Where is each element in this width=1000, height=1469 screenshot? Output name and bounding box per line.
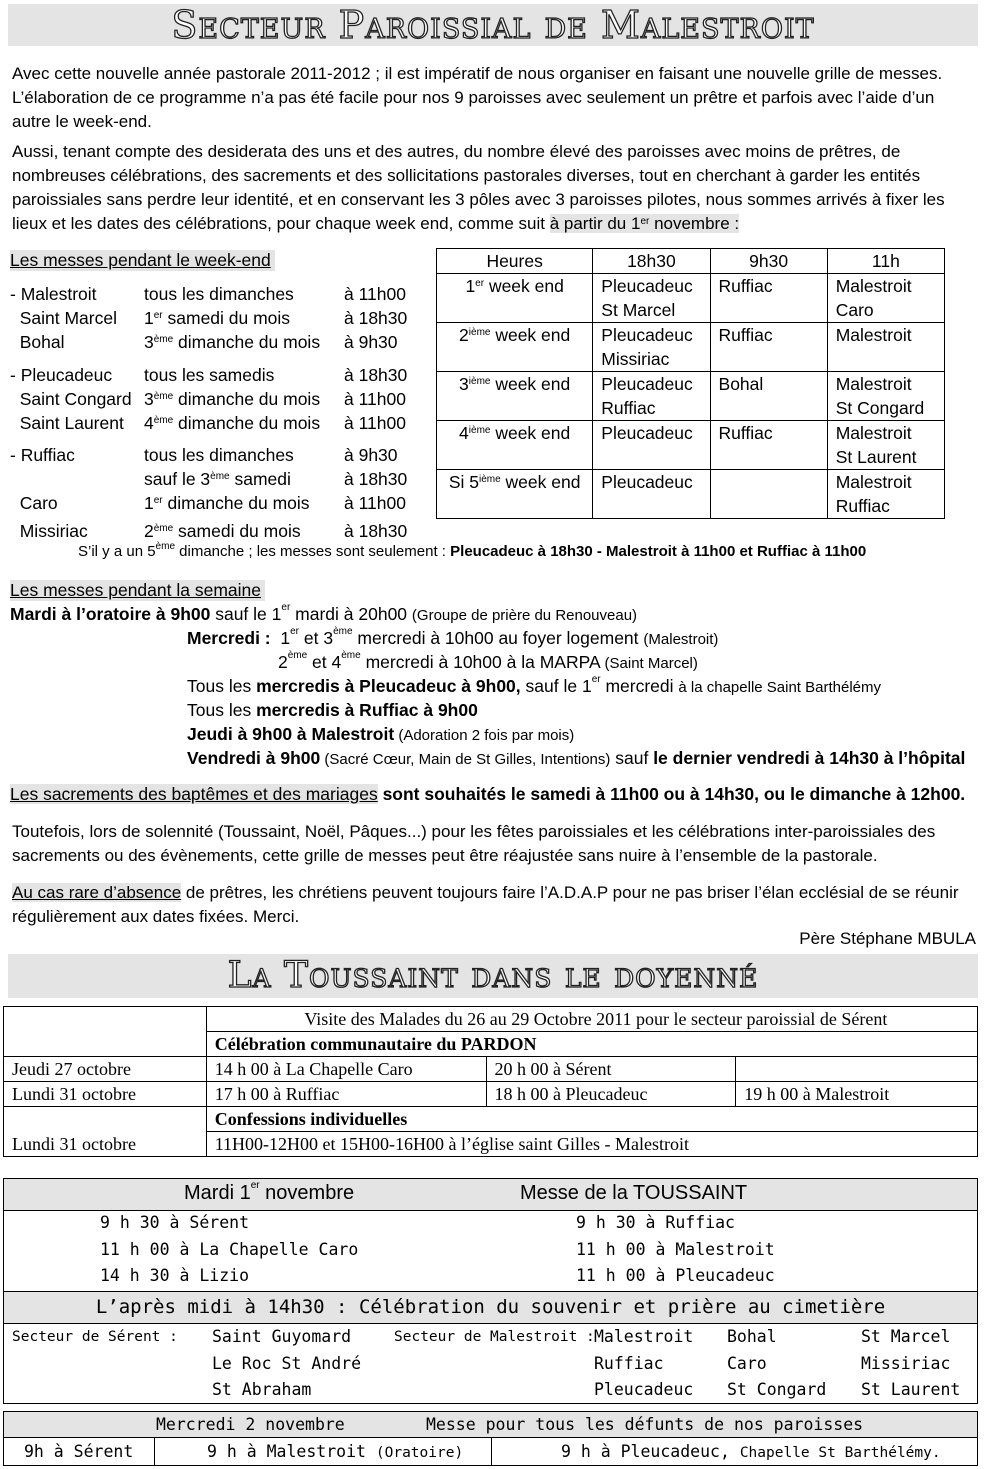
- signature: Père Stéphane MBULA: [799, 929, 976, 948]
- cell-line: Bohal: [718, 374, 764, 394]
- table-header: 11h: [827, 249, 944, 274]
- weekend-label: [437, 274, 593, 323]
- col-18h30: [593, 470, 710, 519]
- pardon-cell: Lundi 31 octobre: [4, 1082, 207, 1107]
- frequency-suffix: ème: [210, 471, 230, 482]
- mass-malestroit: 9 h à Malestroit (Oratoire): [207, 1442, 464, 1461]
- pleucadeuc-line: Tous les mercredis à Pleucadeuc à 9h00, sauf le 1er mercredi à la chapelle Saint Barthélémy: [187, 674, 882, 696]
- mass-time-right: 11 h 00 à Malestroit: [576, 1239, 775, 1259]
- absence-paragraph: Au cas rare d’absence de prêtres, les chrétiens peuvent toujours faire l’A.D.A.P pour ne pas briser l’élan ecclésial de se réunir régulièrement aux dates fixées. Merci.: [12, 883, 959, 926]
- cell-line: Malestroit: [835, 423, 912, 443]
- mass-time-right: 11 h 00 à Pleucadeuc: [576, 1266, 775, 1285]
- mercredi-heading: Mercredi 2 novembre: [156, 1415, 345, 1434]
- weekend-row: [10, 443, 430, 467]
- cell-line: Pleucadeuc: [601, 472, 693, 492]
- secteur-malestroit-label: Secteur de Malestroit :: [394, 1329, 595, 1345]
- weekend-frequency: [144, 491, 310, 515]
- weekend-time: à 11h00: [344, 493, 406, 513]
- weekend-row: [10, 363, 430, 387]
- serent-parish: Le Roc St André: [212, 1353, 362, 1373]
- secteur-serent-label: Secteur de Sérent :: [12, 1329, 178, 1345]
- jeudi-line: Jeudi à 9h00 à Malestroit (Adoration 2 fois par mois): [187, 724, 575, 744]
- weekend-time: à 18h30: [344, 521, 408, 541]
- col-9h30: [710, 372, 827, 421]
- frequency-suffix: er: [153, 495, 163, 506]
- mardi-line: Mardi à l’oratoire à 9h00 sauf le 1er mardi à 20h00 (Groupe de prière du Renouveau): [10, 602, 638, 624]
- cell-line: Pleucadeuc: [601, 423, 693, 443]
- weekend-text: week end: [500, 472, 581, 492]
- weekend-row: [10, 411, 430, 435]
- table-row: [437, 274, 945, 323]
- defunts-box: [3, 1411, 978, 1466]
- weekend-frequency: [144, 519, 301, 543]
- col-11h: [827, 470, 944, 519]
- mardi-heading: Mardi 1er novembre: [184, 1180, 355, 1204]
- weekend-time: à 9h30: [344, 445, 398, 465]
- col-11h: [827, 372, 944, 421]
- cell-line: St Marcel: [601, 300, 676, 320]
- cell-line: Malestroit: [835, 325, 912, 345]
- malestroit-parish: Missiriac: [861, 1353, 951, 1373]
- cell-line: Ruffiac: [718, 423, 773, 443]
- weekend-text: week end: [490, 325, 571, 345]
- frequency-text: tous les dimanches: [144, 445, 294, 465]
- pardon-heading: Célébration communautaire du PARDON: [206, 1032, 977, 1057]
- toussaint-title: La Toussaint dans le doyenné: [8, 954, 978, 998]
- frequency-rest: dimanche du mois: [173, 413, 321, 433]
- page-title: Secteur Paroissial de Malestroit: [8, 4, 978, 46]
- weekend-parish: Bohal: [10, 332, 65, 352]
- frequency-text: 4: [144, 413, 154, 433]
- weekend-heading: Les messes pendant le week-end: [10, 250, 275, 271]
- col-18h30: [593, 323, 710, 372]
- weekend-suffix: ième: [468, 376, 491, 387]
- weekend-table: [436, 248, 945, 519]
- serent-parish: St Abraham: [212, 1380, 312, 1399]
- cell-line: Ruffiac: [718, 325, 773, 345]
- table-header: 18h30: [593, 249, 710, 274]
- confessions-heading: Confessions individuelles: [206, 1107, 977, 1132]
- pardon-cell: [736, 1057, 978, 1082]
- weekend-number: 4: [459, 423, 469, 443]
- defunts-heading: Messe pour tous les défunts de nos paroisses: [426, 1415, 864, 1434]
- weekend-parish: - Malestroit: [10, 284, 97, 304]
- weekend-suffix: ième: [478, 474, 501, 485]
- pardon-cell: 20 h 00 à Sérent: [486, 1057, 736, 1082]
- col-9h30: [710, 323, 827, 372]
- cell-line: Ruffiac: [718, 276, 773, 296]
- vendredi-line: Vendredi à 9h00 (Sacré Cœur, Main de St Gilles, Intentions) sauf le dernier vendredi à 14h30 à l’hôpital: [187, 748, 966, 768]
- col-18h30: [593, 274, 710, 323]
- col-9h30: [710, 274, 827, 323]
- table-header: Heures: [437, 249, 593, 274]
- weekend-parish: - Ruffiac: [10, 445, 75, 465]
- weekend-time: à 18h30: [344, 365, 408, 385]
- frequency-text: 1: [144, 308, 154, 328]
- frequency-text: tous les dimanches: [144, 284, 294, 304]
- frequency-suffix: ème: [153, 334, 174, 345]
- weekend-suffix: er: [475, 278, 485, 289]
- semaine-heading: Les messes pendant la semaine: [10, 580, 265, 601]
- weekend-time: à 9h30: [344, 332, 398, 352]
- frequency-suffix: er: [153, 310, 163, 321]
- weekend-frequency: [144, 467, 291, 491]
- confessions-times: 11H00-12H00 et 15H00-16H00 à l’église saint Gilles - Malestroit: [206, 1132, 977, 1157]
- weekend-frequency: [144, 443, 294, 467]
- apres-midi-heading: L’après midi à 14h30 : Célébration du souvenir et prière au cimetière: [95, 1296, 886, 1318]
- pardon-cell: Jeudi 27 octobre: [4, 1057, 207, 1082]
- frequency-rest: dimanche du mois: [173, 332, 321, 352]
- frequency-text: 2: [144, 521, 154, 541]
- malestroit-parish: St Laurent: [861, 1380, 961, 1399]
- mercredi-line-2: 2ème et 4ème mercredi à 10h00 à la MARPA (Saint Marcel): [278, 650, 698, 672]
- malestroit-parish: Bohal: [727, 1327, 777, 1346]
- weekend-suffix: ième: [468, 425, 491, 436]
- cell-line: [601, 445, 709, 469]
- weekend-number: Si 5: [448, 472, 479, 492]
- cell-line: Pleucadeuc: [601, 374, 693, 394]
- weekend-number: 3: [459, 374, 469, 394]
- frequency-rest: samedi du mois: [173, 521, 301, 541]
- table-row: [437, 470, 945, 519]
- malestroit-parish: Malestroit: [594, 1327, 694, 1346]
- mass-serent: 9h à Sérent: [24, 1442, 134, 1461]
- toutefois-paragraph: Toutefois, lors de solennité (Toussaint, Noël, Pâques...) pour les fêtes paroissiales et les célébrations inter-paroissiales des sacrements ou des évènements, cette grille de messes peut être réajustée sans nuire à l’ensemble de la pastorale.: [12, 822, 936, 865]
- weekend-row: [10, 387, 430, 411]
- col-18h30: [593, 372, 710, 421]
- weekend-frequency: [144, 387, 320, 411]
- weekend-frequency: [144, 363, 274, 387]
- cell-line: Ruffiac: [835, 496, 890, 516]
- pardon-cell: 17 h 00 à Ruffiac: [206, 1082, 486, 1107]
- malestroit-parish: Ruffiac: [594, 1353, 664, 1373]
- cell-line: St Laurent: [835, 447, 917, 467]
- pardon-cell: 19 h 00 à Malestroit: [736, 1082, 978, 1107]
- cell-line: Malestroit: [835, 374, 912, 394]
- weekend-label: [437, 421, 593, 470]
- intro-paragraph-1: Avec cette nouvelle année pastorale 2011-2012 ; il est impératif de nous organiser en faisant une nouvelle grille de messes. L’élaboration de ce programme n’a pas été facile pour nos 9 paroisses avec seulement un prêtre et parfois avec l’aide d’un autre le week-end.: [12, 64, 943, 131]
- weekend-time: à 11h00: [344, 389, 406, 409]
- mercredi-line-1: Mercredi : 1er et 3ème mercredi à 10h00 au foyer logement (Malestroit): [187, 626, 719, 648]
- table-row: [437, 372, 945, 421]
- weekend-frequency: [144, 411, 320, 435]
- frequency-rest: samedi: [229, 469, 291, 489]
- cell-line: [601, 494, 709, 518]
- toussaint-table: [3, 1006, 978, 1157]
- weekend-parish: - Pleucadeuc: [10, 365, 113, 385]
- weekend-row: [10, 519, 430, 543]
- weekend-text: week end: [484, 276, 564, 296]
- malestroit-parish: St Congard: [727, 1380, 827, 1399]
- weekend-frequency: [144, 306, 290, 330]
- frequency-text: 1: [144, 493, 154, 513]
- cell-line: Malestroit: [835, 472, 912, 492]
- weekend-time: à 11h00: [344, 284, 406, 304]
- frequency-text: tous les samedis: [144, 365, 275, 385]
- serent-parish: Saint Guyomard: [212, 1327, 352, 1346]
- frequency-rest: dimanche du mois: [162, 493, 310, 513]
- frequency-suffix: ème: [153, 523, 174, 534]
- weekend-row: [10, 467, 430, 491]
- col-11h: [827, 274, 944, 323]
- weekend-parish: Caro: [10, 493, 58, 513]
- weekend-label: [437, 323, 593, 372]
- frequency-text: sauf le 3: [144, 469, 211, 489]
- mass-pleucadeuc: 9 h à Pleucadeuc, Chapelle St Barthélémy.: [561, 1442, 941, 1461]
- toussaint-box: [3, 1178, 978, 1404]
- cell-line: Missiriac: [601, 349, 670, 369]
- weekend-frequency: [144, 330, 320, 354]
- malestroit-parish: St Marcel: [861, 1327, 951, 1346]
- weekend-time: à 18h30: [344, 469, 408, 489]
- intro-paragraph-2: Aussi, tenant compte des desiderata des uns et des autres, du nombre élevé des paroisses avec moins de prêtres, de nombreuses célébrations, des sacrements et des sollicitations pastorales diverses, tout en cherchant à garder les entités paroissiales sans perdre leur identité, et en conservant les 3 pôles avec 3 paroisses pilotes, nous sommes arrivés à fixer les lieux et les dates des célébrations, pour chaque week end, comme suit à partir du 1er novembre :: [12, 142, 945, 233]
- mass-time-right: 9 h 30 à Ruffiac: [576, 1213, 735, 1232]
- weekend-row: [10, 282, 430, 306]
- messe-toussaint-heading: Messe de la TOUSSAINT: [520, 1182, 748, 1204]
- weekend-text: week end: [490, 423, 571, 443]
- table-header: 9h30: [710, 249, 827, 274]
- pardon-cell: 18 h 00 à Pleucadeuc: [486, 1082, 736, 1107]
- weekend-frequency: [144, 282, 294, 306]
- mass-time-left: 14 h 30 à Lizio: [100, 1266, 250, 1285]
- cell-line: Ruffiac: [601, 398, 656, 418]
- frequency-rest: samedi du mois: [162, 308, 291, 328]
- cell-line: Caro: [835, 300, 874, 320]
- col-11h: [827, 421, 944, 470]
- frequency-text: 3: [144, 389, 154, 409]
- table-row: [437, 323, 945, 372]
- frequency-suffix: ème: [153, 415, 174, 426]
- ruffiac-line: Tous les mercredis à Ruffiac à 9h00: [187, 700, 478, 720]
- weekend-parish: Saint Congard: [10, 389, 132, 409]
- weekend-time: à 11h00: [344, 413, 406, 433]
- weekend-number: 1: [465, 276, 476, 296]
- weekend-label: [437, 470, 593, 519]
- weekend-parish: Saint Marcel: [10, 308, 117, 328]
- frequency-suffix: ème: [153, 391, 174, 402]
- cell-line: [836, 347, 944, 371]
- confessions-date: Lundi 31 octobre: [4, 1132, 207, 1157]
- weekend-row: [10, 330, 430, 354]
- weekend-parish: Saint Laurent: [10, 413, 124, 433]
- weekend-parish: Missiriac: [10, 521, 88, 541]
- cell-line: Pleucadeuc: [601, 325, 693, 345]
- weekend-text: week end: [490, 374, 571, 394]
- pardon-cell: 14 h 00 à La Chapelle Caro: [206, 1057, 486, 1082]
- weekend-number: 2: [459, 325, 469, 345]
- weekend-row: [10, 306, 430, 330]
- malestroit-parish: Pleucadeuc: [594, 1380, 694, 1399]
- table-row: [437, 421, 945, 470]
- col-11h: [827, 323, 944, 372]
- weekend-time: à 18h30: [344, 308, 408, 328]
- mass-time-left: 9 h 30 à Sérent: [100, 1213, 250, 1232]
- col-9h30: [710, 470, 827, 519]
- frequency-text: 3: [144, 332, 154, 352]
- col-9h30: [710, 421, 827, 470]
- mass-time-left: 11 h 00 à La Chapelle Caro: [100, 1239, 359, 1259]
- cell-line: Malestroit: [835, 276, 912, 296]
- weekend-suffix: ième: [468, 327, 491, 338]
- fifth-sunday-note: S’il y a un 5ème dimanche ; les messes sont seulement : Pleucadeuc à 18h30 - Malestroit à 11h00 et Ruffiac à 11h00: [78, 541, 867, 560]
- cell-line: Pleucadeuc: [601, 276, 693, 296]
- visite-malades: Visite des Malades du 26 au 29 Octobre 2011 pour le secteur paroissial de Sérent: [206, 1007, 977, 1032]
- malestroit-parish: Caro: [727, 1353, 767, 1373]
- cell-line: [719, 470, 827, 494]
- weekend-label: [437, 372, 593, 421]
- sacrements-line: Les sacrements des baptêmes et des mariages sont souhaités le samedi à 11h00 ou à 14h30, ou le dimanche à 12h00.: [10, 784, 966, 804]
- col-18h30: [593, 421, 710, 470]
- cell-line: St Congard: [835, 398, 925, 418]
- frequency-rest: dimanche du mois: [173, 389, 321, 409]
- weekend-row: [10, 491, 430, 515]
